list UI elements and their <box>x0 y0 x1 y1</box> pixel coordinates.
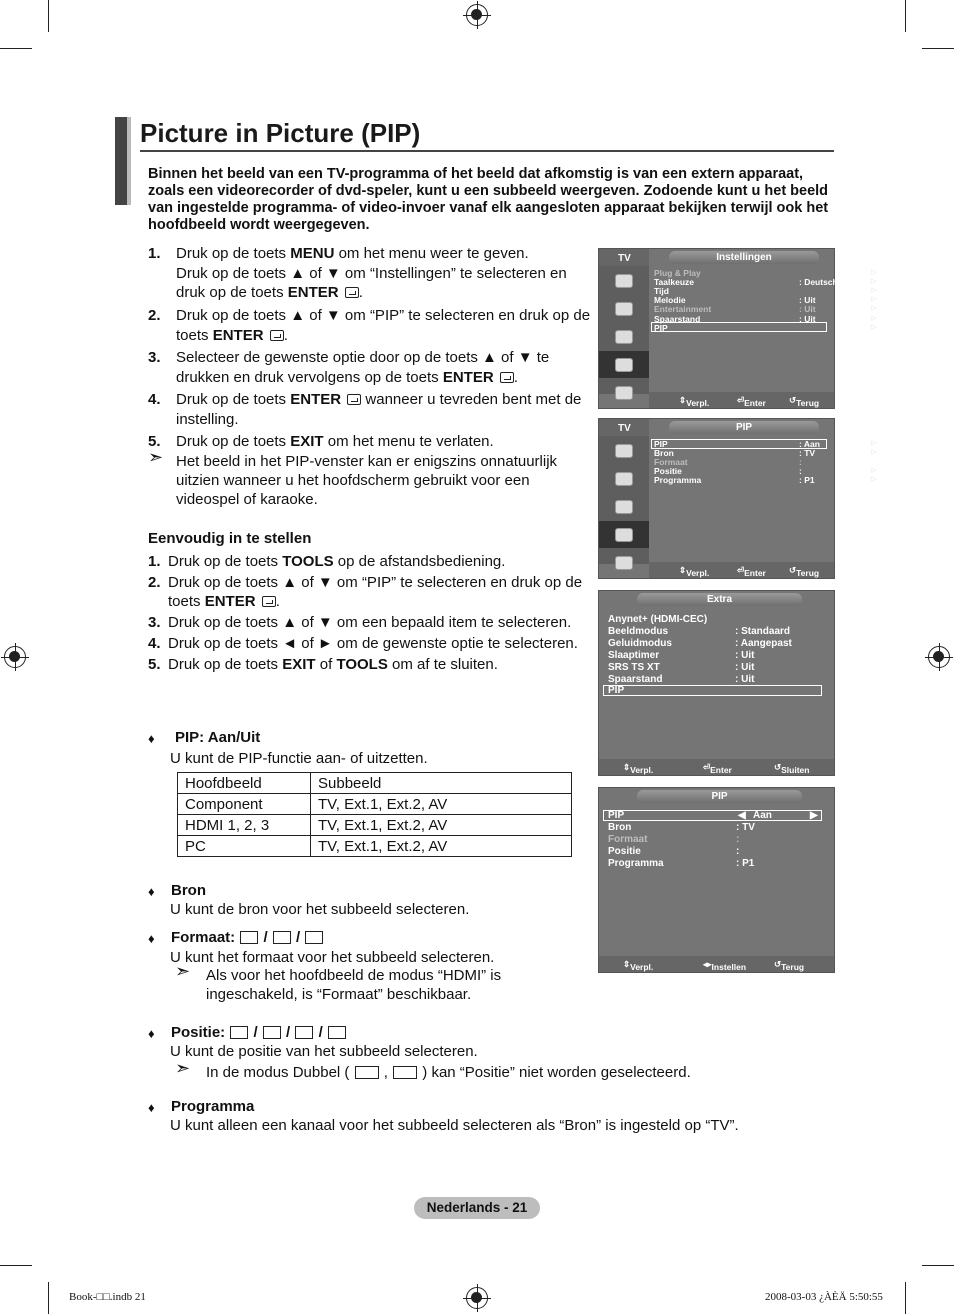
formaat-note: ➣ Als voor het hoofdbeeld de modus “HDMI” is ingeschakeld, is “Formaat” beschikbaar. <box>175 961 502 1003</box>
bullet-icon: ♦ <box>148 1100 155 1115</box>
pip-heading: PIP: Aan/Uit <box>175 729 261 746</box>
bron-heading: Bron <box>171 882 206 899</box>
menu-item: Positie : <box>608 846 740 857</box>
sound-icon <box>599 465 649 492</box>
formaat-description: U kunt het formaat voor het subbeeld selecteren. <box>170 949 495 966</box>
easy-setup-heading: Eenvoudig in te stellen <box>148 530 312 547</box>
sound-icon <box>599 295 649 322</box>
print-slug-right: 2008-03-03 ¿ÀÈÄ 5:50:55 <box>765 1291 883 1303</box>
format-split-icon <box>305 931 323 944</box>
menu-title: Instellingen <box>669 251 819 264</box>
pip-description: U kunt de PIP-functie aan- of uitzetten. <box>170 750 428 767</box>
table-row: PC TV, Ext.1, Ext.2, AV <box>178 836 572 857</box>
menu-footer: ⇕ Verpl. ◂▸ Instellen ↺ Terug <box>599 956 834 972</box>
menu-item-selected: PIP ▷ <box>654 323 877 333</box>
osd-menu-extra <box>598 590 835 776</box>
menu-tab-tv: TV <box>599 249 649 266</box>
menu-footer: ⇕ Verpl. ⏎ Enter ↺ Terug <box>649 562 834 578</box>
positie-description: U kunt de positie van het subbeeld selecteren. <box>170 1043 478 1060</box>
osd-menu-pip-tools <box>598 787 835 973</box>
setup-icon <box>599 351 649 378</box>
table-row: Hoofdbeeld Subbeeld <box>178 773 572 794</box>
enter-icon <box>347 394 361 405</box>
position-bottom-left-icon <box>328 1026 346 1039</box>
crop-mark <box>0 1265 32 1266</box>
table-row: HDMI 1, 2, 3 TV, Ext.1, Ext.2, AV <box>178 815 572 836</box>
title-bar-accent <box>127 117 131 205</box>
programma-heading: Programma <box>171 1098 255 1115</box>
crop-mark <box>922 1265 954 1266</box>
format-double-icon <box>273 931 291 944</box>
format-double-icon <box>355 1066 379 1079</box>
enter-icon <box>262 596 276 607</box>
menu-item-selected: PIP : Aan ▷ <box>654 439 877 449</box>
menu-item: Spaarstand : Uit ▷ <box>654 314 877 324</box>
menu-item: Formaat : <box>608 834 740 845</box>
title-rule <box>140 150 834 152</box>
page-number-badge: Nederlands - 21 <box>414 1197 540 1219</box>
position-bottom-right-icon <box>230 1026 248 1039</box>
menu-item: Tijd ▷ <box>654 286 877 296</box>
channel-icon <box>599 493 649 520</box>
crop-mark <box>0 48 32 49</box>
crop-mark <box>48 0 49 32</box>
menu-item: Plug & Play ▷ <box>654 268 877 278</box>
menu-item: Slaaptimer : Uit <box>608 650 755 661</box>
menu-item: SRS TS XT : Uit <box>608 662 755 673</box>
position-top-right-icon <box>263 1026 281 1039</box>
menu-footer: ⇕ Verpl. ⏎ Enter ↺ Sluiten <box>599 759 834 775</box>
bullet-icon: ♦ <box>148 731 155 746</box>
menu-item: Bron : TV ▷ <box>654 448 877 458</box>
table-row: Component TV, Ext.1, Ext.2, AV <box>178 794 572 815</box>
registration-mark-icon <box>928 646 950 668</box>
menu-sidebar <box>599 266 649 394</box>
source-table <box>177 772 572 857</box>
crop-mark <box>905 0 906 32</box>
enter-icon <box>500 372 514 383</box>
menu-selection <box>651 322 877 333</box>
positie-heading: Positie: / / / <box>171 1024 347 1041</box>
intro-paragraph: Binnen het beeld van een TV-programma of het beeld dat afkomstig is van een extern apparaat, zoals een videorecorder of dvd-speler, kunt u een subbeeld weergeven. Zodoende kunt u het beeld van ingestelde programma- of video-invoer vanaf elk aangesloten apparaat bekijken terwijl ook het hoofdbeeld wordt weergegeven. <box>148 166 829 233</box>
registration-mark-icon <box>466 1287 488 1309</box>
menu-item: Formaat : <box>654 457 802 467</box>
menu-item: Programma : P1 ▷ <box>654 475 877 485</box>
bullet-icon: ♦ <box>148 1026 155 1041</box>
programma-description: U kunt alleen een kanaal voor het subbeeld selecteren als “Bron” is ingesteld op “TV”. <box>170 1117 739 1134</box>
setup-icon <box>599 521 649 548</box>
bullet-icon: ♦ <box>148 884 155 899</box>
note-arrow-icon: ➣ <box>148 447 164 467</box>
osd-menu-pip <box>598 418 877 579</box>
menu-item: Entertainment : Uit ▷ <box>654 304 877 314</box>
menu-selection <box>603 685 822 696</box>
crop-mark <box>922 48 954 49</box>
menu-item: Anynet+ (HDMI-CEC) <box>608 614 708 625</box>
menu-sidebar <box>599 436 649 564</box>
note-arrow-icon: ➣ <box>175 961 191 981</box>
menu-title: PIP <box>669 421 819 434</box>
print-slug-left: Book-□□.indb 21 <box>69 1291 146 1303</box>
picture-icon <box>599 437 649 464</box>
registration-mark-icon <box>4 646 26 668</box>
menu-item: Taalkeuze : Deutsch ▷ <box>654 277 877 287</box>
format-small-icon <box>240 931 258 944</box>
menu-tab-tv: TV <box>599 419 649 436</box>
formaat-heading: Formaat: / / <box>171 929 324 946</box>
note-arrow-icon: ➣ <box>175 1058 191 1078</box>
bullet-icon: ♦ <box>148 931 155 946</box>
crop-mark <box>905 1282 906 1314</box>
page-title: Picture in Picture (PIP) <box>140 118 421 148</box>
menu-item-selected: PIP ◀ Aan ▶ <box>608 810 818 821</box>
crop-mark <box>48 1282 49 1314</box>
bron-description: U kunt de bron voor het subbeeld selecteren. <box>170 901 470 918</box>
enter-icon <box>270 330 284 341</box>
picture-icon <box>599 267 649 294</box>
menu-item: Beeldmodus : Standaard <box>608 626 791 637</box>
input-icon <box>599 379 649 406</box>
menu-item-selected: PIP <box>608 685 625 696</box>
input-icon <box>599 549 649 576</box>
position-top-left-icon <box>295 1026 313 1039</box>
menu-item: Bron : TV <box>608 822 755 833</box>
note-pip-quality: ➣ Het beeld in het PIP-venster kan er enigszins onnatuurlijk uitzien wanneer u het hoofdscherm gebruikt voor een videospel of karaoke. <box>148 447 558 508</box>
format-split-icon <box>393 1066 417 1079</box>
enter-icon <box>345 287 359 298</box>
menu-item: Melodie : Uit ▷ <box>654 295 877 305</box>
menu-item: Programma : P1 <box>608 858 755 869</box>
menu-title: Extra <box>637 593 802 606</box>
menu-title: PIP <box>637 790 802 803</box>
menu-footer: ⇕ Verpl. ⏎ Enter ↺ Terug <box>649 392 834 408</box>
osd-menu-instellingen <box>598 248 877 409</box>
menu-item: Spaarstand : Uit <box>608 674 755 685</box>
menu-item: Geluidmodus : Aangepast <box>608 638 792 649</box>
registration-mark-icon <box>466 4 488 26</box>
channel-icon <box>599 323 649 350</box>
menu-item: Positie : ▷ <box>654 466 877 476</box>
positie-note: ➣ In de modus Dubbel ( , ) kan “Positie” niet worden geselecteerd. <box>175 1058 691 1081</box>
